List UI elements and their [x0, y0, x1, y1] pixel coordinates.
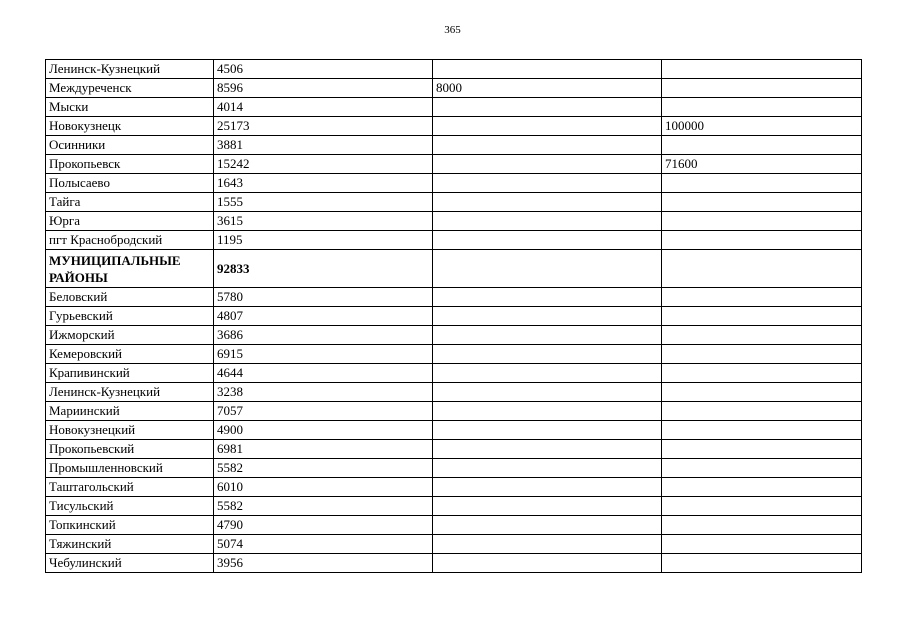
cell-value: 8596: [214, 79, 433, 98]
cell-value: 3615: [214, 212, 433, 231]
cell-name: Беловский: [46, 288, 214, 307]
cell-col4: [662, 516, 862, 535]
cell-col3: [433, 231, 662, 250]
cell-value: 15242: [214, 155, 433, 174]
table-row: [46, 326, 862, 345]
data-table: [45, 59, 862, 573]
cell-value: 4900: [214, 421, 433, 440]
cell-col4: [662, 288, 862, 307]
cell-name: Ленинск-Кузнецкий: [46, 60, 214, 79]
cell-col3: [433, 364, 662, 383]
cell-col3: [433, 478, 662, 497]
cell-value: 4644: [214, 364, 433, 383]
cell-col4: [662, 478, 862, 497]
cell-value: 5582: [214, 497, 433, 516]
cell-col3: [433, 440, 662, 459]
cell-name: Топкинский: [46, 516, 214, 535]
cell-col3: [433, 307, 662, 326]
cell-col4: [662, 231, 862, 250]
cell-name: Полысаево: [46, 174, 214, 193]
cell-col3: [433, 554, 662, 573]
table-row: [46, 459, 862, 478]
cell-col4: [662, 212, 862, 231]
table-row: [46, 554, 862, 573]
cell-col3: [433, 136, 662, 155]
cell-name: Ленинск-Кузнецкий: [46, 383, 214, 402]
table-row: [46, 402, 862, 421]
table-row: [46, 79, 862, 98]
cell-col4: [662, 497, 862, 516]
cell-col3: [433, 117, 662, 136]
table-row: [46, 117, 862, 136]
cell-col4: [662, 535, 862, 554]
table-row: [46, 231, 862, 250]
cell-name: Юрга: [46, 212, 214, 231]
cell-col3: [433, 516, 662, 535]
cell-col4: [662, 345, 862, 364]
table-row: [46, 288, 862, 307]
cell-col3: [433, 383, 662, 402]
cell-col4: [662, 98, 862, 117]
cell-col4: [662, 193, 862, 212]
cell-col3: [433, 212, 662, 231]
cell-col3: [433, 345, 662, 364]
cell-value: 3238: [214, 383, 433, 402]
cell-value: 5582: [214, 459, 433, 478]
cell-col4: [662, 459, 862, 478]
cell-col4: [662, 174, 862, 193]
page-number: 365: [444, 24, 461, 36]
cell-col4: 100000: [662, 117, 862, 136]
table-row: [46, 60, 862, 79]
cell-name: Новокузнецк: [46, 117, 214, 136]
cell-value: 1555: [214, 193, 433, 212]
cell-value: 5074: [214, 535, 433, 554]
cell-value: 4807: [214, 307, 433, 326]
cell-value: 4014: [214, 98, 433, 117]
table-row: [46, 516, 862, 535]
cell-name: Мариинский: [46, 402, 214, 421]
cell-name: Крапивинский: [46, 364, 214, 383]
cell-col3: [433, 497, 662, 516]
table-row: [46, 421, 862, 440]
cell-col3: [433, 193, 662, 212]
cell-col4: [662, 307, 862, 326]
cell-name: Новокузнецкий: [46, 421, 214, 440]
cell-name: Тисульский: [46, 497, 214, 516]
table-row: [46, 174, 862, 193]
cell-col4: [662, 383, 862, 402]
cell-name: Осинники: [46, 136, 214, 155]
cell-col3: [433, 288, 662, 307]
cell-col3: [433, 402, 662, 421]
cell-col4: [662, 326, 862, 345]
cell-value: 5780: [214, 288, 433, 307]
cell-value: 6010: [214, 478, 433, 497]
cell-name: Кемеровский: [46, 345, 214, 364]
cell-col4: [662, 136, 862, 155]
cell-col4: [662, 60, 862, 79]
table-row: [46, 155, 862, 174]
cell-col4: 71600: [662, 155, 862, 174]
table-row: [46, 364, 862, 383]
cell-col3: 8000: [433, 79, 662, 98]
cell-value: 3881: [214, 136, 433, 155]
cell-col3: [433, 421, 662, 440]
cell-value: 6981: [214, 440, 433, 459]
table-row: [46, 307, 862, 326]
cell-name: пгт Краснобродский: [46, 231, 214, 250]
cell-value: 1195: [214, 231, 433, 250]
table-row: [46, 98, 862, 117]
cell-col4: [662, 250, 862, 288]
cell-col3: [433, 326, 662, 345]
cell-col3: [433, 155, 662, 174]
cell-value: 92833: [214, 250, 433, 288]
cell-col4: [662, 554, 862, 573]
cell-name: Прокопьевск: [46, 155, 214, 174]
cell-col4: [662, 364, 862, 383]
table-row: [46, 136, 862, 155]
table-row: [46, 383, 862, 402]
cell-col3: [433, 535, 662, 554]
table-row: [46, 497, 862, 516]
cell-col4: [662, 440, 862, 459]
table-row: [46, 193, 862, 212]
cell-col3: [433, 250, 662, 288]
cell-value: 7057: [214, 402, 433, 421]
cell-name: Гурьевский: [46, 307, 214, 326]
cell-name: МУНИЦИПАЛЬНЫЕ РАЙОНЫ: [46, 250, 214, 288]
cell-name: Тяжинский: [46, 535, 214, 554]
cell-col4: [662, 402, 862, 421]
table-body: [46, 60, 862, 573]
cell-col3: [433, 98, 662, 117]
cell-name: Промышленновский: [46, 459, 214, 478]
table-row: [46, 345, 862, 364]
table-row: [46, 212, 862, 231]
cell-name: Таштагольский: [46, 478, 214, 497]
cell-name: Тайга: [46, 193, 214, 212]
cell-name: Прокопьевский: [46, 440, 214, 459]
cell-value: 3956: [214, 554, 433, 573]
cell-name: Мыски: [46, 98, 214, 117]
table-row: [46, 478, 862, 497]
cell-col4: [662, 421, 862, 440]
table-row: [46, 535, 862, 554]
cell-col3: [433, 174, 662, 193]
cell-value: 3686: [214, 326, 433, 345]
table-row: [46, 440, 862, 459]
cell-name: Чебулинский: [46, 554, 214, 573]
cell-col3: [433, 60, 662, 79]
cell-col4: [662, 79, 862, 98]
cell-name: Междуреченск: [46, 79, 214, 98]
cell-value: 4506: [214, 60, 433, 79]
cell-value: 6915: [214, 345, 433, 364]
cell-name: Ижморский: [46, 326, 214, 345]
table-row-section: [46, 250, 862, 288]
cell-col3: [433, 459, 662, 478]
cell-value: 4790: [214, 516, 433, 535]
cell-value: 25173: [214, 117, 433, 136]
cell-value: 1643: [214, 174, 433, 193]
